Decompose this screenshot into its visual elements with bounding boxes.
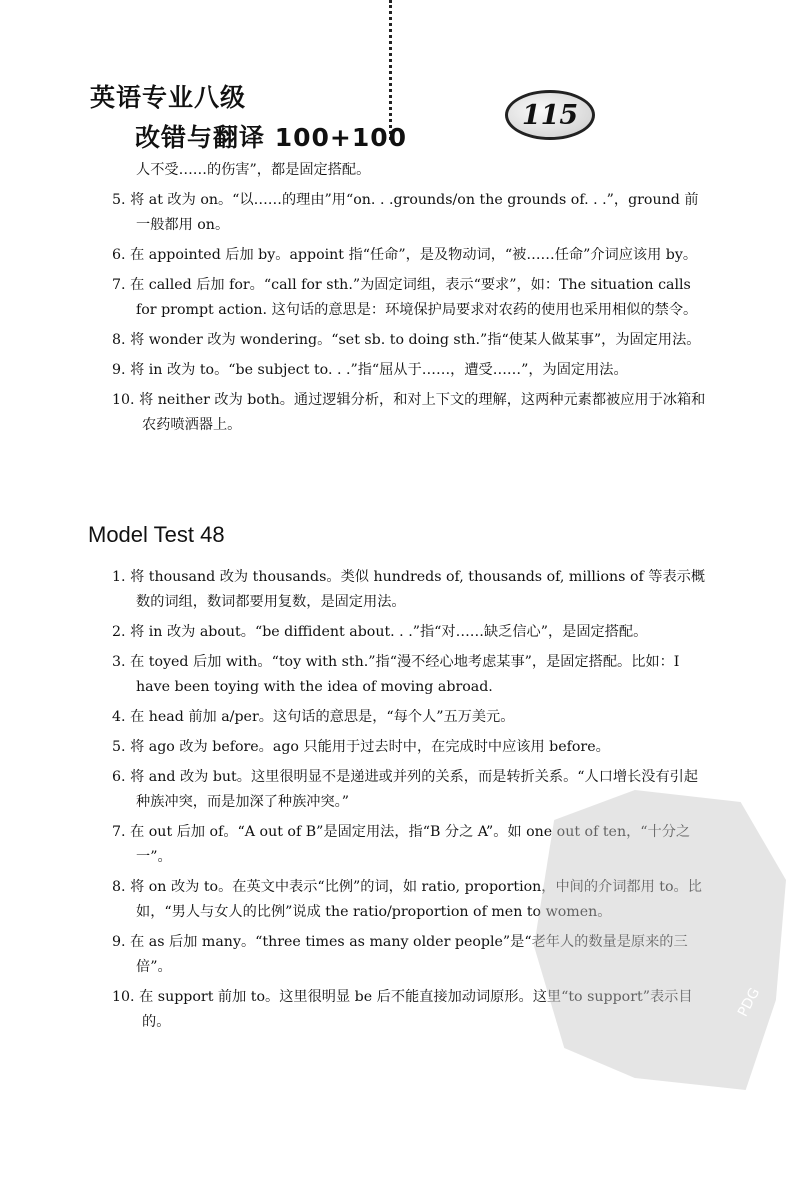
book-title-line1: 英语专业八级 — [90, 83, 247, 112]
item-number: 2. — [112, 624, 126, 640]
item-number: 7. — [112, 824, 126, 840]
list-item — [112, 243, 706, 268]
watermark-stamp — [534, 790, 786, 1090]
item-number: 9. — [112, 934, 126, 950]
item-text: 将 in 改为 to。“be subject to. . .”指“屈从于……，遭受……”，为固定用法。 — [130, 362, 628, 378]
item-text: 将 ago 改为 before。ago 只能用于过去时中，在完成时中应该用 before。 — [130, 739, 610, 755]
item-number: 6. — [112, 247, 126, 263]
item-text: 在 as 后加 many。“three times as many older people”是“老年人的数量是原来的三倍”。 — [130, 934, 688, 975]
list-item — [112, 358, 706, 383]
list-item — [112, 273, 706, 323]
list-item — [112, 735, 706, 760]
item-number: 4. — [112, 709, 126, 725]
item-number: 10. — [112, 392, 135, 408]
item-text: 将 wonder 改为 wondering。“set sb. to doing sth.”指“使某人做某事”，为固定用法。 — [130, 332, 701, 348]
item-text: 将 and 改为 but。这里很明显不是递进或并列的关系，而是转折关系。“人口增长没有引起种族冲突，而是加深了种族冲突。” — [130, 769, 699, 810]
previous-answers-list — [112, 158, 706, 443]
item-number: 9. — [112, 362, 126, 378]
item-number: 8. — [112, 332, 126, 348]
page-number: 115 — [521, 99, 579, 131]
section-heading: Model Test 48 — [88, 522, 225, 547]
item-text: 在 toyed 后加 with。“toy with sth.”指“漫不经心地考虑某事”，是固定搭配。比如：I have been toying with the idea of moving abroad. — [130, 654, 680, 695]
list-item — [112, 650, 706, 700]
item-number: 1. — [112, 569, 126, 585]
item-number: 10. — [112, 989, 135, 1005]
item-text: 将 in 改为 about。“be diffident about. . .”指“对……缺乏信心”，是固定搭配。 — [130, 624, 648, 640]
book-title — [70, 78, 407, 154]
item-text: 在 head 前加 a/per。这句话的意思是，“每个人”五万美元。 — [130, 709, 515, 725]
item-text: 将 neither 改为 both。通过逻辑分析，和对上下文的理解，这两种元素都被应用于冰箱和农药喷洒器上。 — [139, 392, 706, 433]
item-text: 在 appointed 后加 by。appoint 指“任命”，是及物动词，“被……任命”介词应该用 by。 — [130, 247, 698, 263]
list-item — [112, 388, 706, 438]
book-title-line2: 改错与翻译 100+100 — [135, 123, 408, 152]
page-number-badge — [505, 90, 595, 140]
list-item — [112, 328, 706, 353]
list-item — [112, 705, 706, 730]
item-number: 8. — [112, 879, 126, 895]
list-item — [112, 188, 706, 238]
list-item — [112, 565, 706, 615]
item-number: 3. — [112, 654, 126, 670]
item-text: 将 on 改为 to。在英文中表示“比例”的词，如 ratio, proportion，中间的介词都用 to。比如，“男人与女人的比例”说成 the ratio/proportion of men to women。 — [130, 879, 702, 920]
item-text: 在 support 前加 to。这里很明显 be 后不能直接加动词原形。这里“to support”表示目的。 — [139, 989, 693, 1030]
item-text: 在 out 后加 of。“A out of B”是固定用法，指“B 分之 A”。如 one out of ten，“十分之一”。 — [130, 824, 691, 865]
list-item-continued: 人不受……的伤害”，都是固定搭配。 — [136, 162, 371, 178]
list-item — [112, 620, 706, 645]
item-number: 5. — [112, 192, 126, 208]
item-text: 将 at 改为 on。“以……的理由”用“on. . .grounds/on the grounds of. . .”，ground 前一般都用 on。 — [130, 192, 699, 233]
item-number: 6. — [112, 769, 126, 785]
item-number: 5. — [112, 739, 126, 755]
item-text: 在 called 后加 for。“call for sth.”为固定词组，表示“要求”，如：The situation calls for prompt action. 这句话的意思是：环境保护局要求对农药的使用也采用相似的禁令。 — [130, 277, 698, 318]
item-number: 7. — [112, 277, 126, 293]
item-text: 将 thousand 改为 thousands。类似 hundreds of, thousands of, millions of 等表示概数的词组，数词都要用复数，是固定用法。 — [130, 569, 706, 610]
watermark-label: PDG — [735, 985, 764, 1020]
